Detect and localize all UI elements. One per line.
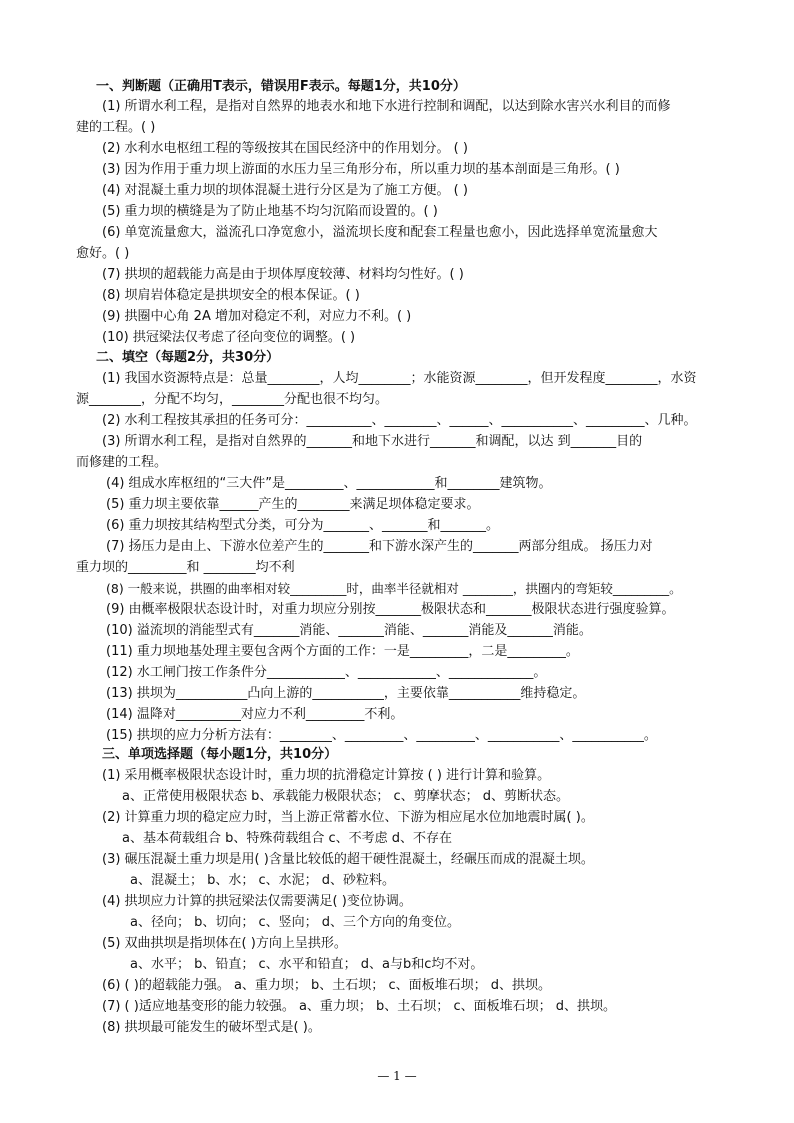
choice-question: (4) 拱坝应力计算的拱冠梁法仅需要满足( )变位协调。 (102, 894, 412, 909)
judge-item: (7) 拱坝的超载能力高是由于坝体厚度较薄、材料均匀性好。( ) (102, 267, 464, 282)
choice-options: a、基本荷载组合 b、特殊荷载组合 c、不考虑 d、不存在 (122, 831, 453, 846)
choice-question: (7) ( )适应地基变形的能力较强。 a、重力坝； b、土石坝； c、面板堆石坝； d、拱坝。 (102, 999, 616, 1014)
choice-question: (3) 碾压混凝土重力坝是用( )含量比较低的超干硬性混凝土，经碾压而成的混凝土坝。 (102, 852, 594, 867)
section-heading-fill: 二、填空（每题2分，共30分） (96, 350, 280, 365)
fill-item: (5) 重力坝主要依靠______产生的________来满足坝体稳定要求。 (106, 497, 480, 512)
fill-item: (2) 水利工程按其承担的任务可分：__________、________、______、___________、_________、几种。 (102, 413, 697, 428)
fill-item: (4) 组成水库枢纽的“三大件”是_________、____________和________建筑物。 (106, 476, 552, 491)
judge-item: (2) 水利水电枢纽工程的等级按其在国民经济中的作用划分。 ( ) (102, 141, 468, 156)
fill-item: (11) 重力坝地基处理主要包含两个方面的工作：一是_________，二是_________。 (106, 644, 579, 659)
choice-question: (6) ( )的超载能力强。 a、重力坝； b、土石坝； c、面板堆石坝； d、拱坝。 (102, 978, 551, 993)
fill-item: (12) 水工闸门按工作条件分____________、____________、_____________。 (106, 665, 547, 680)
fill-item: (6) 重力坝按其结构型式分类，可分为_______、_______和_______。 (106, 518, 500, 533)
fill-item: (3) 所谓水利工程，是指对自然界的_______和地下水进行_______和调配，以达 到_______目的 (102, 434, 643, 449)
choice-options: a、正常使用极限状态 b、承载能力极限状态； c、剪摩状态； d、剪断状态。 (122, 789, 570, 804)
judge-item: (9) 拱圈中心角 2A 增加对稳定不利，对应力不利。( ) (102, 309, 412, 324)
choice-options: a、径向； b、切向； c、竖向； d、三个方向的角变位。 (130, 915, 461, 930)
fill-item: 而修建的工程。 (76, 455, 168, 470)
fill-item: (13) 拱坝为___________凸向上游的___________，主要依靠___________维持稳定。 (106, 686, 586, 701)
fill-item: (15) 拱坝的应力分析方法有：________、_________、_________、___________、___________。 (106, 728, 657, 743)
fill-item: 源________，分配不均匀，________分配也很不均匀。 (76, 392, 389, 407)
judge-item: (1) 所谓水利工程，是指对自然界的地表水和地下水进行控制和调配，以达到除水害兴水利目的而修 (102, 99, 671, 114)
choice-question: (1) 采用概率极限状态设计时，重力坝的抗滑稳定计算按 ( ) 进行计算和验算。 (102, 768, 551, 783)
choice-options: a、水平； b、铅直； c、水平和铅直； d、a与b和c均不对。 (130, 957, 484, 972)
fill-item: 重力坝的_________和 ________均不利 (76, 560, 295, 575)
judge-item: (6) 单宽流量愈大，溢流孔口净宽愈小，溢流坝长度和配套工程量也愈小，因此选择单宽流量愈大 (102, 225, 658, 240)
fill-item: (9) 由概率极限状态设计时，对重力坝应分别按_______极限状态和_______极限状态进行强度验算。 (106, 602, 675, 617)
judge-item: 建的工程。( ) (76, 120, 156, 135)
judge-item: (3) 因为作用于重力坝上游面的水压力呈三角形分布，所以重力坝的基本剖面是三角形。( ) (102, 162, 620, 177)
judge-item: (4) 对混凝土重力坝的坝体混凝土进行分区是为了施工方便。 ( ) (102, 183, 468, 198)
page-number: — 1 — (377, 1069, 417, 1083)
section-heading-judge: 一、判断题（正确用T表示，错误用F表示。每题1分，共10分） (96, 79, 466, 94)
choice-question: (5) 双曲拱坝是指坝体在( )方向上呈拱形。 (102, 936, 347, 951)
choice-options: a、混凝土； b、水； c、水泥； d、砂粒料。 (130, 873, 396, 888)
choice-question: (8) 拱坝最可能发生的破坏型式是( )。 (102, 1020, 321, 1035)
fill-item: (10) 溢流坝的消能型式有_______消能、_______消能、_______消能及_______消能。 (106, 623, 592, 638)
judge-item: (10) 拱冠梁法仅考虑了径向变位的调整。( ) (102, 330, 356, 345)
fill-item: (7) 扬压力是由上、下游水位差产生的_______和下游水深产生的_______两部分组成。 扬压力对 (106, 539, 653, 554)
choice-question: (2) 计算重力坝的稳定应力时，当上游正常蓄水位、下游为相应尾水位加地震时属( )。 (102, 810, 594, 825)
judge-item: (5) 重力坝的横缝是为了防止地基不均匀沉陷而设置的。( ) (102, 204, 438, 219)
section-heading-choice: 三、单项选择题（每小题1分，共10分） (102, 747, 338, 762)
judge-item: (8) 坝肩岩体稳定是拱坝安全的根本保证。( ) (102, 288, 360, 303)
judge-item: 愈好。( ) (76, 246, 130, 261)
fill-item: (1) 我国水资源特点是：总量________，人均________；水能资源________，但开发程度________，水资 (102, 371, 697, 386)
fill-item: (8) 一般来说，拱圈的曲率相对较_________时，曲率半径就相对 ________，拱圈内的弯矩较_________。 (106, 581, 682, 596)
fill-item: (14) 温降对__________对应力不利_________不利。 (106, 707, 404, 722)
